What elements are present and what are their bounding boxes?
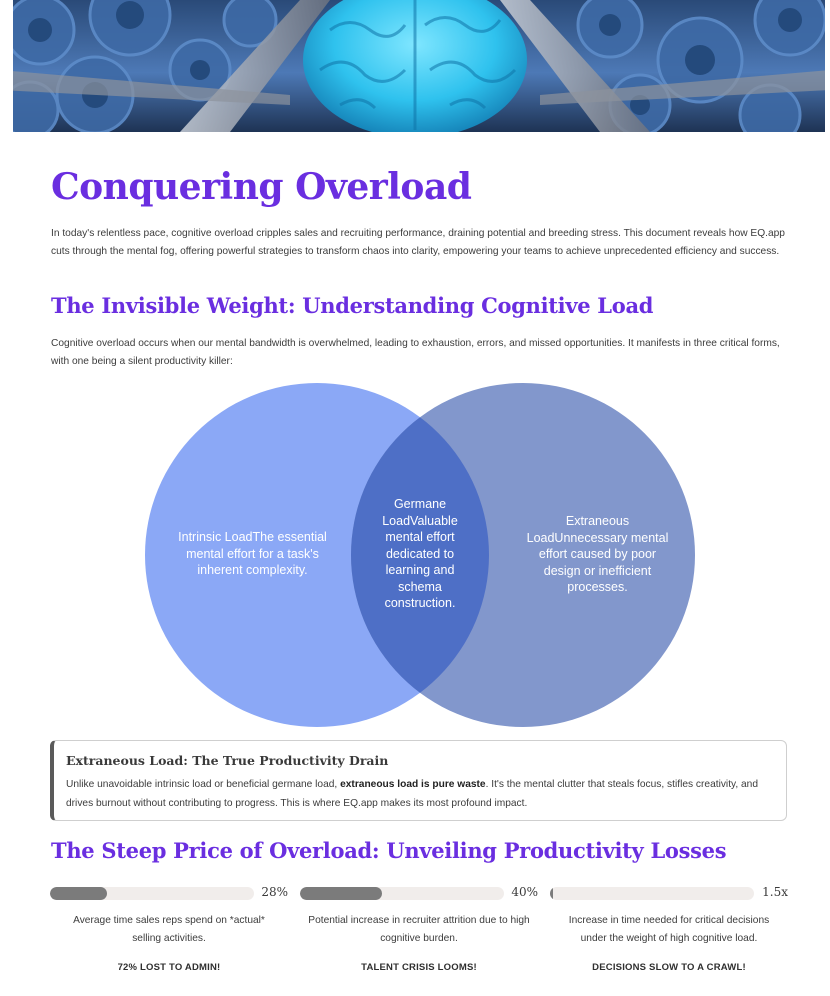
stat-tagline: TALENT CRISIS LOOMS! (361, 962, 477, 973)
stat-tagline: 72% LOST TO ADMIN! (117, 962, 221, 973)
page-left-margin (0, 0, 13, 996)
stat-progress-bar (300, 884, 538, 902)
venn-label-germane: Germane LoadValuable mental effort dedicated to learning and schema construction. (382, 497, 458, 610)
progress-fill (300, 887, 382, 900)
progress-fill (550, 887, 553, 900)
stat-description: Average time sales reps spend on *actual* selling activities. (73, 915, 265, 944)
page-right-margin (825, 0, 830, 996)
stat-tagline: DECISIONS SLOW TO A CRAWL! (592, 962, 746, 973)
progress-track (550, 887, 754, 900)
callout-title: Extraneous Load: The True Productivity Drain (66, 753, 389, 768)
stat-progress-bar (50, 884, 288, 902)
cognitive-load-paragraph: Cognitive overload occurs when our mental bandwidth is overwhelmed, leading to exhaustion, errors, and missed opportunities. It manifests in three critical forms, with one being a silent productivity killer: (51, 338, 780, 367)
stat-description: Increase in time needed for critical decisions under the weight of high cognitive load. (568, 915, 770, 944)
venn-diagram (145, 383, 695, 728)
callout-body-emphasis: extraneous load is pure waste (340, 779, 486, 790)
stat-card-recruiter-attrition (300, 884, 538, 973)
callout-body-text: Unlike unavoidable intrinsic load or beneficial germane load, (66, 779, 341, 790)
extraneous-load-callout (50, 740, 787, 821)
stat-card-decision-time (550, 884, 788, 973)
progress-track (50, 887, 254, 900)
stat-value: 40% (511, 885, 538, 899)
callout-body-text-end: . It's the mental clutter that steals focus, stifles creativity, and drives burnout without contributing to progress. This is where EQ.app makes its most profound impact. (66, 779, 759, 809)
progress-track (300, 887, 504, 900)
intro-paragraph: In today's relentless pace, cognitive overload cripples sales and recruiting performance, draining potential and breeding stress. This document reveals how EQ.app cuts through the mental fog, offering powerful strategies to transform chaos into clarity, empowering your teams to achieve unprecedented efficiency and success. (51, 228, 785, 257)
stat-value: 28% (261, 885, 288, 899)
progress-fill (50, 887, 107, 900)
stat-card-selling-time (50, 884, 288, 973)
section-heading-productivity-losses: The Steep Price of Overload: Unveiling Productivity Losses (51, 838, 727, 863)
stat-value: 1.5x (762, 885, 788, 899)
hero-banner (0, 0, 830, 132)
brain-gears-image (0, 0, 830, 132)
stat-description: Potential increase in recruiter attrition due to high cognitive burden. (308, 915, 530, 944)
callout-body (66, 775, 772, 813)
page-title: Conquering Overload (51, 166, 472, 208)
section-heading-cognitive-load: The Invisible Weight: Understanding Cognitive Load (51, 293, 654, 318)
venn-label-intrinsic: Intrinsic LoadThe essential mental effort for a task's inherent complexity. (178, 530, 327, 577)
venn-label-extraneous: Extraneous LoadUnnecessary mental effort caused by poor design or inefficient processes. (526, 514, 669, 594)
stat-progress-bar (550, 884, 788, 902)
